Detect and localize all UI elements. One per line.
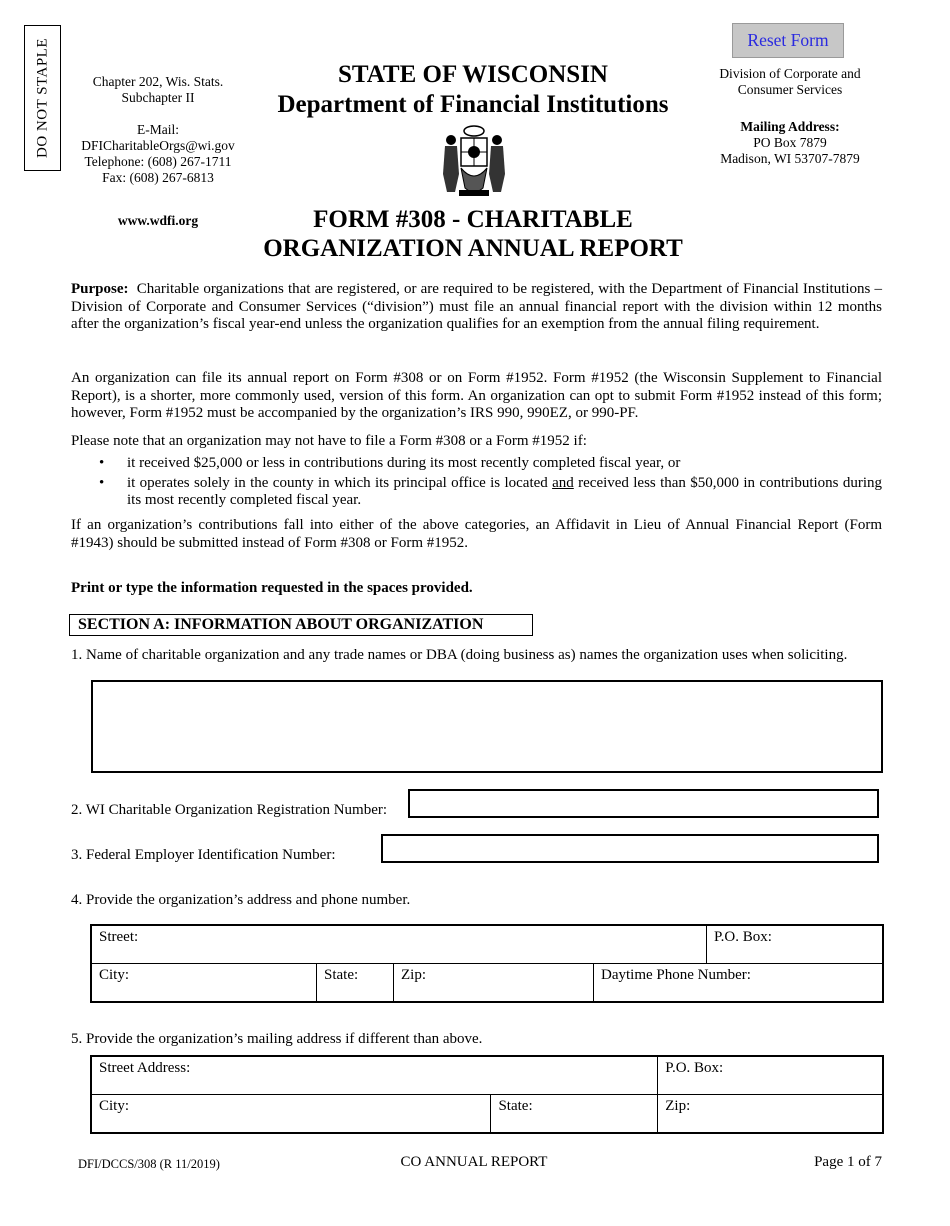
page-title — [250, 60, 696, 120]
mailing-state-cell — [491, 1095, 658, 1133]
mailing-zip-input[interactable] — [665, 1115, 875, 1129]
mailing-street-label: Street Address: — [99, 1060, 191, 1076]
zip-cell — [394, 964, 594, 1002]
organization-address-table — [91, 925, 883, 1002]
registration-number-input[interactable] — [410, 791, 877, 816]
phone-label: Daytime Phone Number: — [601, 967, 751, 983]
mailing-state-input[interactable] — [498, 1115, 650, 1129]
organization-name-input[interactable] — [93, 682, 881, 771]
fein-input[interactable] — [383, 836, 877, 861]
state-cell — [317, 964, 394, 1002]
form-code: DFI/DCCS/308 (R 11/2019) — [78, 1157, 220, 1171]
city-input[interactable] — [99, 984, 309, 998]
purpose-paragraph — [71, 281, 882, 334]
state-label: State: — [324, 967, 359, 983]
department-title: Department of Financial Institutions — [277, 91, 669, 118]
bullet-2-text-a: it operates solely in the county in which its principal office is located — [127, 474, 553, 491]
street-input[interactable] — [99, 946, 699, 960]
registration-number-box — [408, 789, 879, 818]
instruction-text: Print or type the information requested in the spaces provided. — [71, 580, 473, 596]
form-title-line1: FORM #308 - CHARITABLE — [313, 206, 633, 233]
question-4: 4. Provide the organization’s address and phone number. — [71, 892, 411, 908]
bullet-2-text-b: received less than $50,000 in contributions during its most recently completed fiscal year. — [127, 474, 882, 509]
state-input[interactable] — [324, 984, 386, 998]
phone-input[interactable] — [601, 984, 875, 998]
bullet-dot: • — [99, 455, 105, 471]
mailing-state-label: State: — [498, 1098, 533, 1114]
stamp-text: DO NOT STAPLE — [34, 37, 50, 159]
do-not-staple-stamp — [24, 25, 61, 171]
question-1: 1. Name of charitable organization and any trade names or DBA (doing business as) names the organization uses when soliciting. — [71, 647, 848, 663]
page-number: Page 1 of 7 — [814, 1154, 882, 1170]
street-cell — [92, 926, 707, 964]
exemption-bullet-1: it received $25,000 or less in contributions during its most recently completed fiscal year, or — [127, 455, 681, 471]
exemption-list — [71, 455, 882, 512]
email-label: E-Mail: — [137, 122, 179, 137]
agency-contact-info — [72, 74, 244, 229]
purpose-text: Charitable organizations that are registered, or are required to be registered, with the Department of Financial Institutions – Division of Corporate and Consumer Services (“division”) must file an annual financial report with the division within 12 months after the organization’s fiscal year-end unless the organization qualifies for an exemption from the annual filing requirement. — [71, 281, 882, 333]
exemption-intro: Please note that an organization may not have to file a Form #308 or a Form #1952 if: — [71, 433, 587, 449]
phone-cell — [594, 964, 883, 1002]
section-a-title: SECTION A: INFORMATION ABOUT ORGANIZATION — [69, 614, 533, 636]
organization-name-box — [91, 680, 883, 773]
city-label: City: — [99, 967, 130, 983]
division-line1: Division of Corporate and — [719, 66, 861, 81]
division-mailing-info — [700, 66, 880, 167]
po-box-cell — [707, 926, 883, 964]
fein-box — [381, 834, 879, 863]
mailing-street-cell — [92, 1057, 658, 1095]
affidavit-paragraph: If an organization’s contributions fall into either of the above categories, an Affidavit in Lieu of Annual Financial Report (Form #1943) should be submitted instead of Form #308 or Form #1952. — [71, 517, 882, 551]
state-title: STATE OF WISCONSIN — [338, 61, 608, 88]
form-title — [250, 205, 696, 263]
mailing-po-box-label: P.O. Box: — [665, 1060, 724, 1076]
statute-text: Chapter 202, Wis. Stats. — [92, 74, 224, 89]
zip-input[interactable] — [401, 984, 586, 998]
mailing-label: Mailing Address: — [740, 119, 840, 134]
fax-text: Fax: (608) 267-6813 — [102, 170, 214, 185]
po-box-text: PO Box 7879 — [753, 135, 827, 150]
telephone-text: Telephone: (608) 267-1711 — [84, 154, 232, 169]
mailing-city-cell — [92, 1095, 491, 1133]
po-box-input[interactable] — [714, 946, 875, 960]
question-3: 3. Federal Employer Identification Number: — [71, 847, 336, 863]
reset-form-button[interactable]: Reset Form — [732, 23, 844, 58]
subchapter-text: Subchapter II — [121, 90, 195, 105]
po-box-label: P.O. Box: — [714, 929, 772, 945]
city-text: Madison, WI 53707-7879 — [720, 151, 860, 166]
state-seal-icon — [433, 122, 515, 202]
list-item — [71, 475, 882, 510]
mailing-po-box-input[interactable] — [665, 1077, 875, 1091]
exemption-bullet-2 — [127, 475, 882, 510]
mailing-street-input[interactable] — [99, 1077, 650, 1091]
city-cell — [92, 964, 317, 1002]
bullet-dot: • — [99, 474, 105, 491]
purpose-label: Purpose: — [71, 281, 129, 297]
website-text: www.wdfi.org — [117, 213, 199, 228]
street-label: Street: — [99, 929, 139, 945]
mailing-po-box-cell — [658, 1057, 883, 1095]
question-5: 5. Provide the organization’s mailing address if different than above. — [71, 1031, 483, 1047]
mailing-zip-cell — [658, 1095, 883, 1133]
form-title-line2: ORGANIZATION ANNUAL REPORT — [263, 235, 683, 262]
mailing-address-table — [91, 1056, 883, 1133]
list-item — [71, 455, 882, 473]
zip-label: Zip: — [401, 967, 426, 983]
division-line2: Consumer Services — [737, 82, 843, 97]
footer-center-text: CO ANNUAL REPORT — [400, 1154, 548, 1170]
bullet-2-underline: and — [552, 474, 574, 491]
mailing-city-label: City: — [99, 1098, 130, 1114]
mailing-city-input[interactable] — [99, 1115, 483, 1129]
question-2: 2. WI Charitable Organization Registration Number: — [71, 802, 388, 818]
email-address: DFICharitableOrgs@wi.gov — [81, 138, 235, 153]
form-options-paragraph: An organization can file its annual report on Form #308 or on Form #1952. Form #1952 (the Wisconsin Supplement to Financial Report), is a shorter, more commonly used, version of this form. An organization can opt to submit Form #1952 instead of this form; however, Form #1952 must be accompanied by the organization’s IRS 990, 990EZ, or 990-PF. — [71, 370, 882, 422]
mailing-zip-label: Zip: — [665, 1098, 691, 1114]
